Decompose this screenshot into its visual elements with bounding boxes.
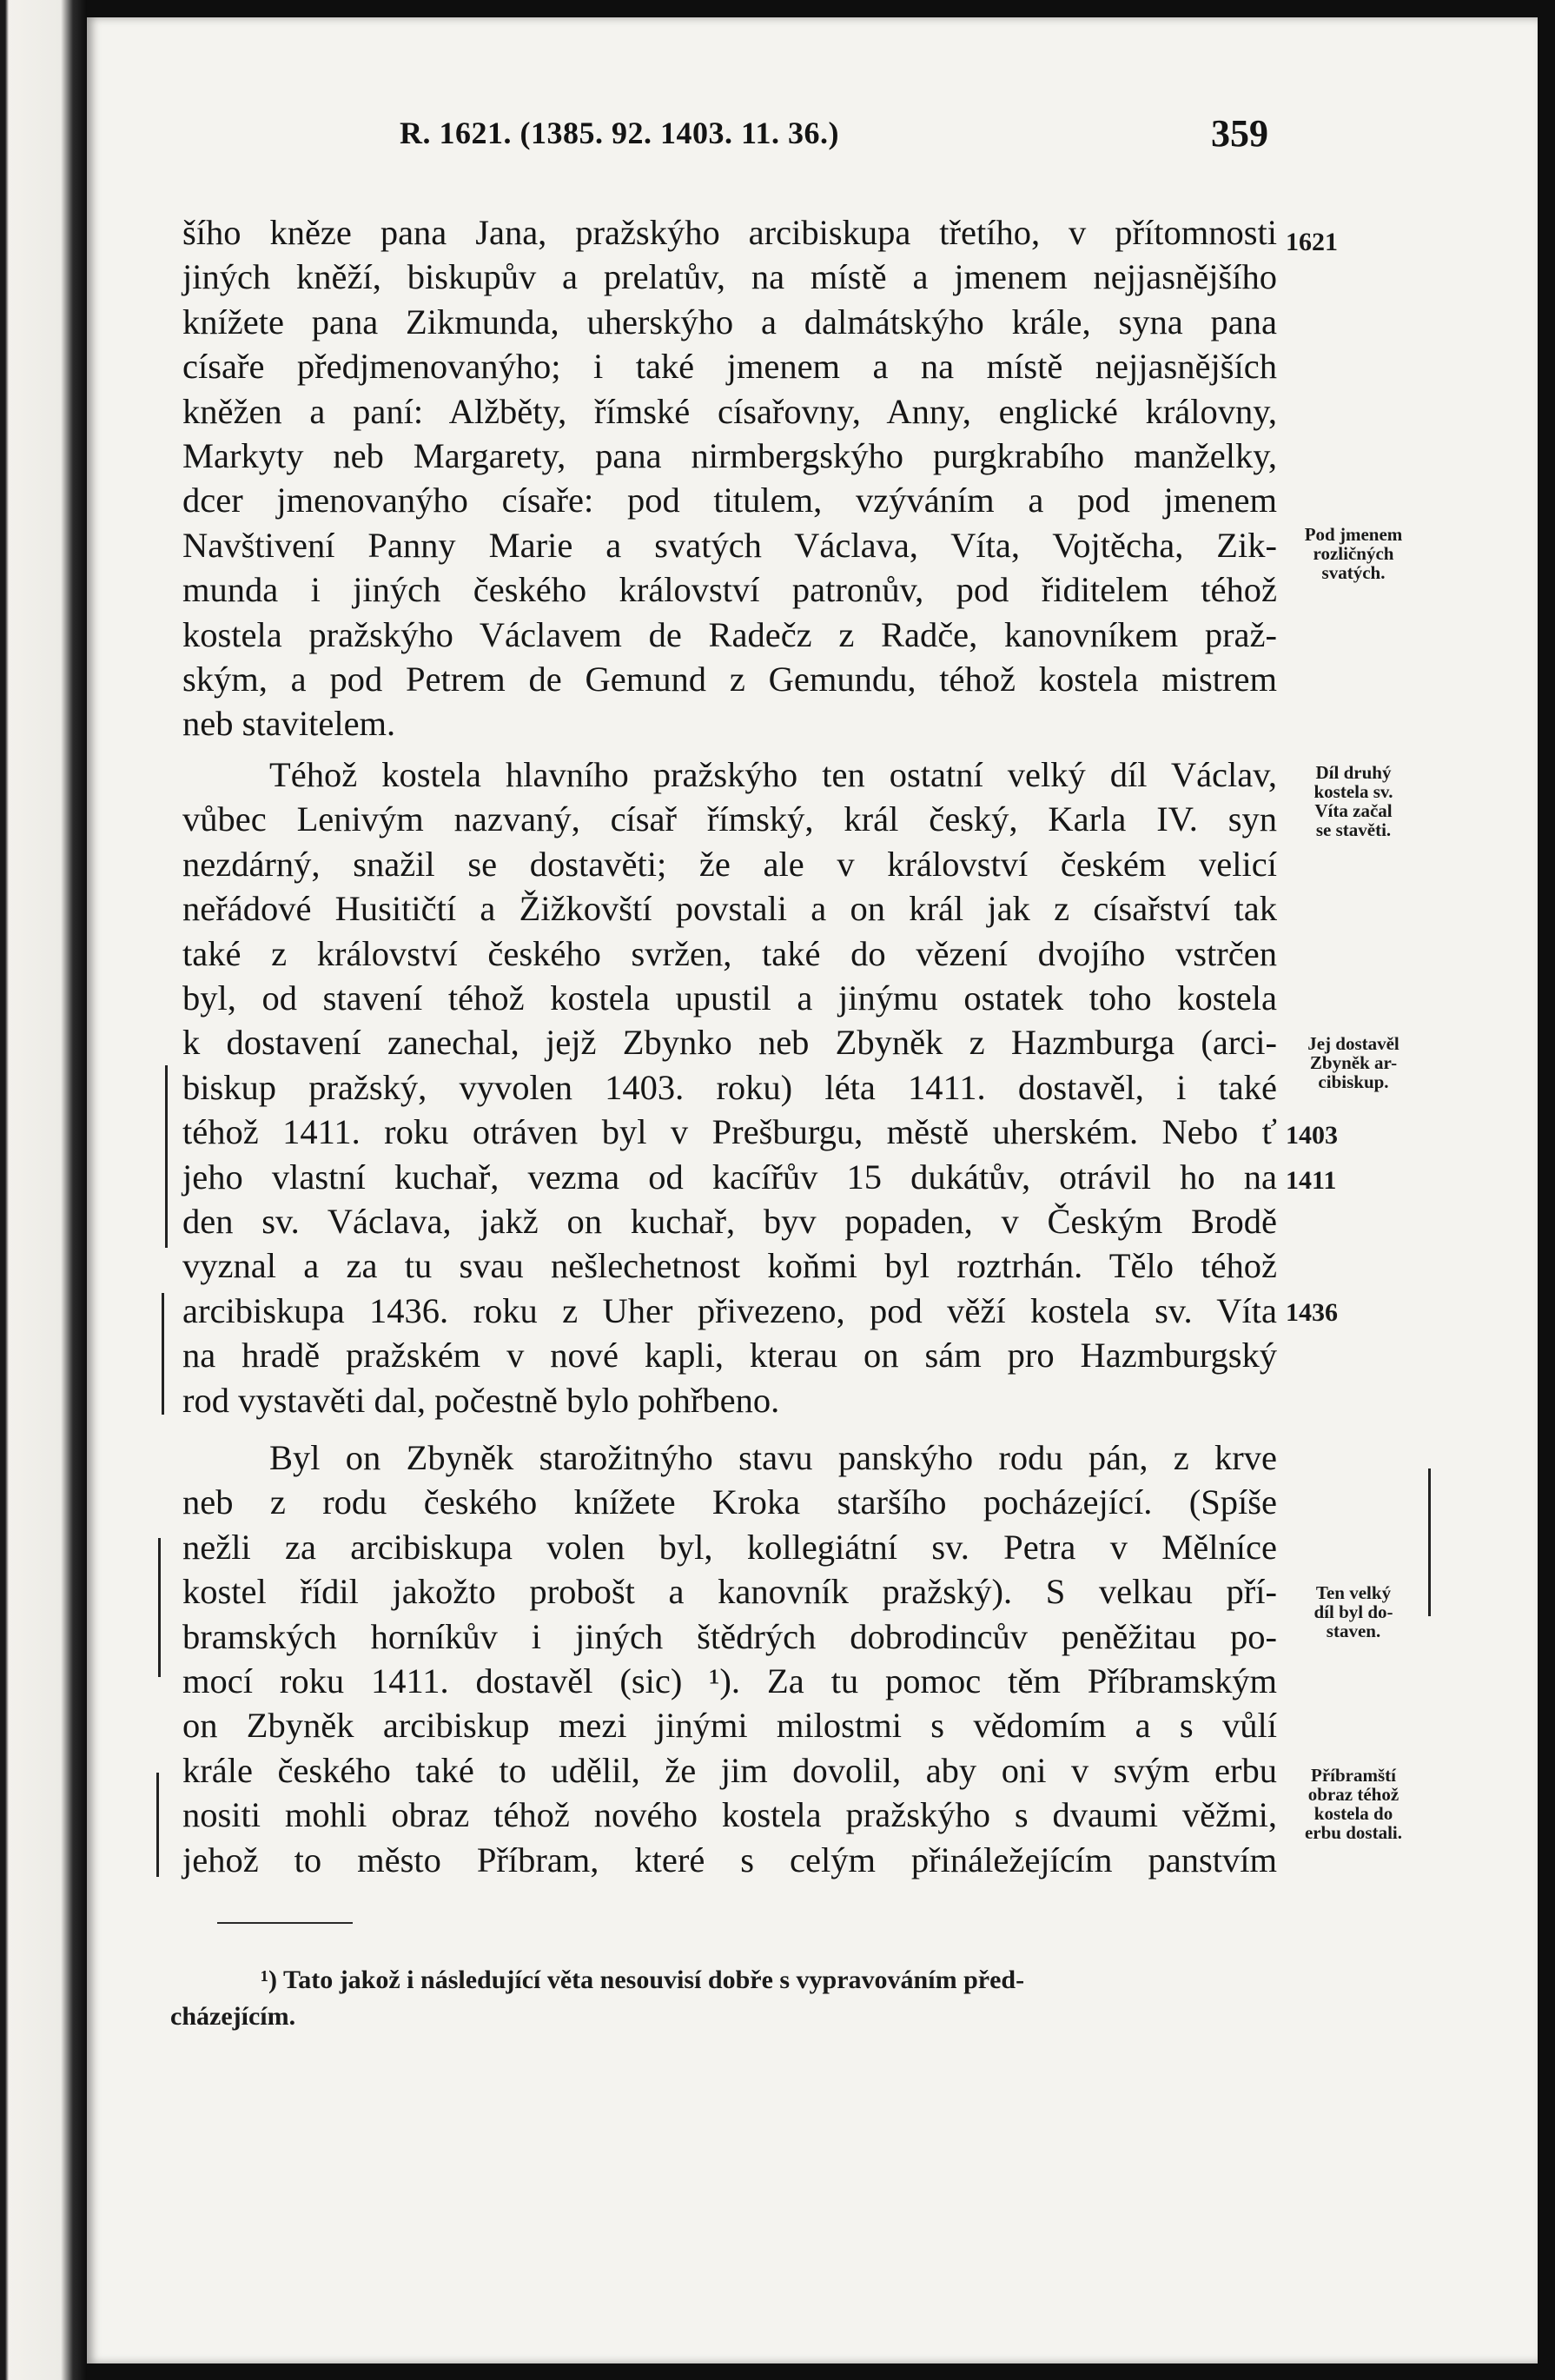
margin-note-line: cibiskup. bbox=[1318, 1071, 1389, 1092]
text-line: na hradě pražském v nové kapli, kterau on sám pro Hazmburgský bbox=[182, 1336, 1277, 1376]
margin-note-line: obraz téhož bbox=[1307, 1784, 1400, 1805]
text-line: jiných kněží, biskupův a prelatův, na místě a jmenem nejjasnějšího bbox=[182, 257, 1277, 297]
margin-year-1411: 1411 bbox=[1286, 1166, 1337, 1195]
text-line: vyznal a za tu svau nešlechetnost koňmi byl roztrhán. Tělo téhož bbox=[182, 1246, 1277, 1286]
margin-note-jej-dostavel bbox=[1284, 1034, 1423, 1091]
footnote-line: ¹) Tato jakož i následující věta nesouvisí dobře s vypravováním před- bbox=[261, 1966, 1025, 1994]
margin-note-line: Zbyněk ar- bbox=[1309, 1052, 1398, 1073]
adjacent-page-edge bbox=[0, 0, 87, 2380]
text-line: byl, od stavení téhož kostela upustil a jinýmu ostatek toho kostela bbox=[182, 978, 1277, 1018]
pencil-mark bbox=[156, 1773, 159, 1877]
paragraph-3 bbox=[182, 1435, 1277, 1882]
text-line: k dostavení zanechal, jejž Zbynko neb Zbyněk z Hazmburga (arci- bbox=[182, 1023, 1277, 1063]
margin-year-1436: 1436 bbox=[1286, 1298, 1338, 1327]
margin-note-line: kostela do bbox=[1313, 1803, 1393, 1824]
margin-note-dil-druhy bbox=[1284, 763, 1423, 839]
margin-note-ten-velky bbox=[1284, 1583, 1423, 1641]
text-line: kněžen a paní: Alžběty, římské císařovny, Anny, englické královny, bbox=[182, 391, 1277, 431]
text-line: neřádové Husitičtí a Žižkovští povstali a on král jak z císařství tak bbox=[182, 889, 1277, 929]
margin-note-line: se stavěti. bbox=[1315, 819, 1392, 840]
text-line: neb z rodu českého knížete Kroka staršího pocházející. (Spíše bbox=[182, 1482, 1277, 1522]
margin-note-line: díl byl do- bbox=[1313, 1601, 1393, 1622]
text-line: kostela pražskýho Václavem de Radečz z Radče, kanovníkem praž- bbox=[182, 614, 1277, 654]
paragraph-2 bbox=[182, 752, 1277, 1422]
text-line: rod vystavěti dal, počestně bylo pohřbeno. bbox=[182, 1380, 780, 1420]
text-line: neb stavitelem. bbox=[182, 704, 396, 744]
margin-note-line: rozličných bbox=[1313, 543, 1394, 564]
margin-year-1621: 1621 bbox=[1286, 228, 1338, 256]
text-line: kostel řídil jakožto probošt a kanovník pražský). S velkau pří- bbox=[182, 1572, 1277, 1612]
text-line: den sv. Václava, jakž on kuchař, byv popaden, v Českým Brodě bbox=[182, 1202, 1277, 1242]
pencil-mark bbox=[158, 1538, 161, 1677]
margin-note-line: Ten velký bbox=[1315, 1582, 1392, 1603]
text-line: mocí roku 1411. dostavěl (sic) ¹). Za tu pomoc těm Příbramským bbox=[182, 1661, 1277, 1701]
page-number: 359 bbox=[1211, 112, 1268, 155]
pencil-mark bbox=[1428, 1468, 1431, 1616]
margin-note-line: staven. bbox=[1326, 1621, 1381, 1641]
text-line: Téhož kostela hlavního pražskýho ten ostatní velký díl Václav, bbox=[269, 755, 1277, 794]
text-line: krále českého také to udělil, že jim dovolil, aby oni v svým erbu bbox=[182, 1750, 1277, 1790]
margin-note-line: Pod jmenem bbox=[1304, 524, 1403, 545]
pencil-mark bbox=[165, 1065, 168, 1248]
text-line: nežli za arcibiskupa volen byl, kollegiátní sv. Petra v Mělníce bbox=[182, 1527, 1277, 1567]
margin-note-line: Jej dostavěl bbox=[1307, 1033, 1400, 1054]
text-line: nezdárný, snažil se dostavěti; že ale v království českém velicí bbox=[182, 844, 1277, 884]
margin-note-line: Díl druhý bbox=[1315, 762, 1392, 783]
margin-note-line: svatých. bbox=[1321, 562, 1386, 583]
text-line: císaře předjmenovanýho; i také jmenem a na místě nejjasnějších bbox=[182, 347, 1277, 387]
text-line: Byl on Zbyněk starožitnýho stavu panskýho rodu pán, z krve bbox=[269, 1438, 1277, 1477]
margin-note-line: kostela sv. bbox=[1313, 781, 1393, 802]
footnote-rule bbox=[217, 1922, 353, 1924]
running-title: R. 1621. (1385. 92. 1403. 11. 36.) bbox=[400, 116, 839, 150]
text-line: arcibiskupa 1436. roku z Uher přivezeno, pod věží kostela sv. Víta bbox=[182, 1290, 1277, 1330]
margin-note-line: erbu dostali. bbox=[1304, 1822, 1402, 1843]
margin-note-pribramsti bbox=[1284, 1766, 1423, 1842]
text-line: šího kněze pana Jana, pražskýho arcibiskupa třetího, v přítomnosti bbox=[182, 213, 1277, 252]
text-line: téhož 1411. roku otráven byl v Prešburgu, městě uherském. Nebo ť bbox=[182, 1112, 1277, 1152]
text-line: biskup pražský, vyvolen 1403. roku) léta 1411. dostavěl, i také bbox=[182, 1067, 1277, 1107]
text-line: Navštivení Panny Marie a svatých Václava, Víta, Vojtěcha, Zik- bbox=[182, 525, 1277, 565]
text-line: knížete pana Zikmunda, uherskýho a dalmátskýho krále, syna pana bbox=[182, 302, 1277, 341]
margin-note-line: Víta začal bbox=[1314, 800, 1393, 821]
footnote-line: cházejícím. bbox=[170, 2002, 296, 2031]
margin-note-pod-jmenem bbox=[1284, 525, 1423, 582]
pencil-mark bbox=[162, 1293, 164, 1415]
paragraph-1 bbox=[182, 210, 1277, 746]
text-line: bramských horníkův i jiných štědrých dobrodincův peněžitau po- bbox=[182, 1616, 1277, 1656]
text-line: Markyty neb Margarety, pana nirmbergskýho purgkrabího manželky, bbox=[182, 436, 1277, 476]
text-line: ským, a pod Petrem de Gemund z Gemundu, téhož kostela mistrem bbox=[182, 660, 1277, 699]
text-line: jehož to město Příbram, které s celým přináležejícím panstvím bbox=[182, 1840, 1277, 1879]
text-line: on Zbyněk arcibiskup mezi jinými milostmi s vědomím a s vůlí bbox=[182, 1706, 1277, 1746]
text-line: také z království českého svržen, také do vězení dvojího vstrčen bbox=[182, 933, 1277, 973]
margin-note-line: Příbramští bbox=[1311, 1765, 1396, 1786]
text-line: dcer jmenovanýho císaře: pod titulem, vzýváním a pod jmenem bbox=[182, 481, 1277, 520]
text-line: munda i jiných českého království patronův, pod řiditelem téhož bbox=[182, 570, 1277, 610]
footnote bbox=[170, 1962, 1265, 2035]
text-line: jeho vlastní kuchař, vezma od kacířův 15 dukátův, otrávil ho na bbox=[182, 1157, 1277, 1197]
text-line: nositi mohli obraz téhož nového kostela pražskýho s dvaumi věžmi, bbox=[182, 1795, 1277, 1835]
text-line: vůbec Lenivým nazvaný, císař římský, král český, Karla IV. syn bbox=[182, 799, 1277, 839]
margin-year-1403: 1403 bbox=[1286, 1121, 1338, 1150]
